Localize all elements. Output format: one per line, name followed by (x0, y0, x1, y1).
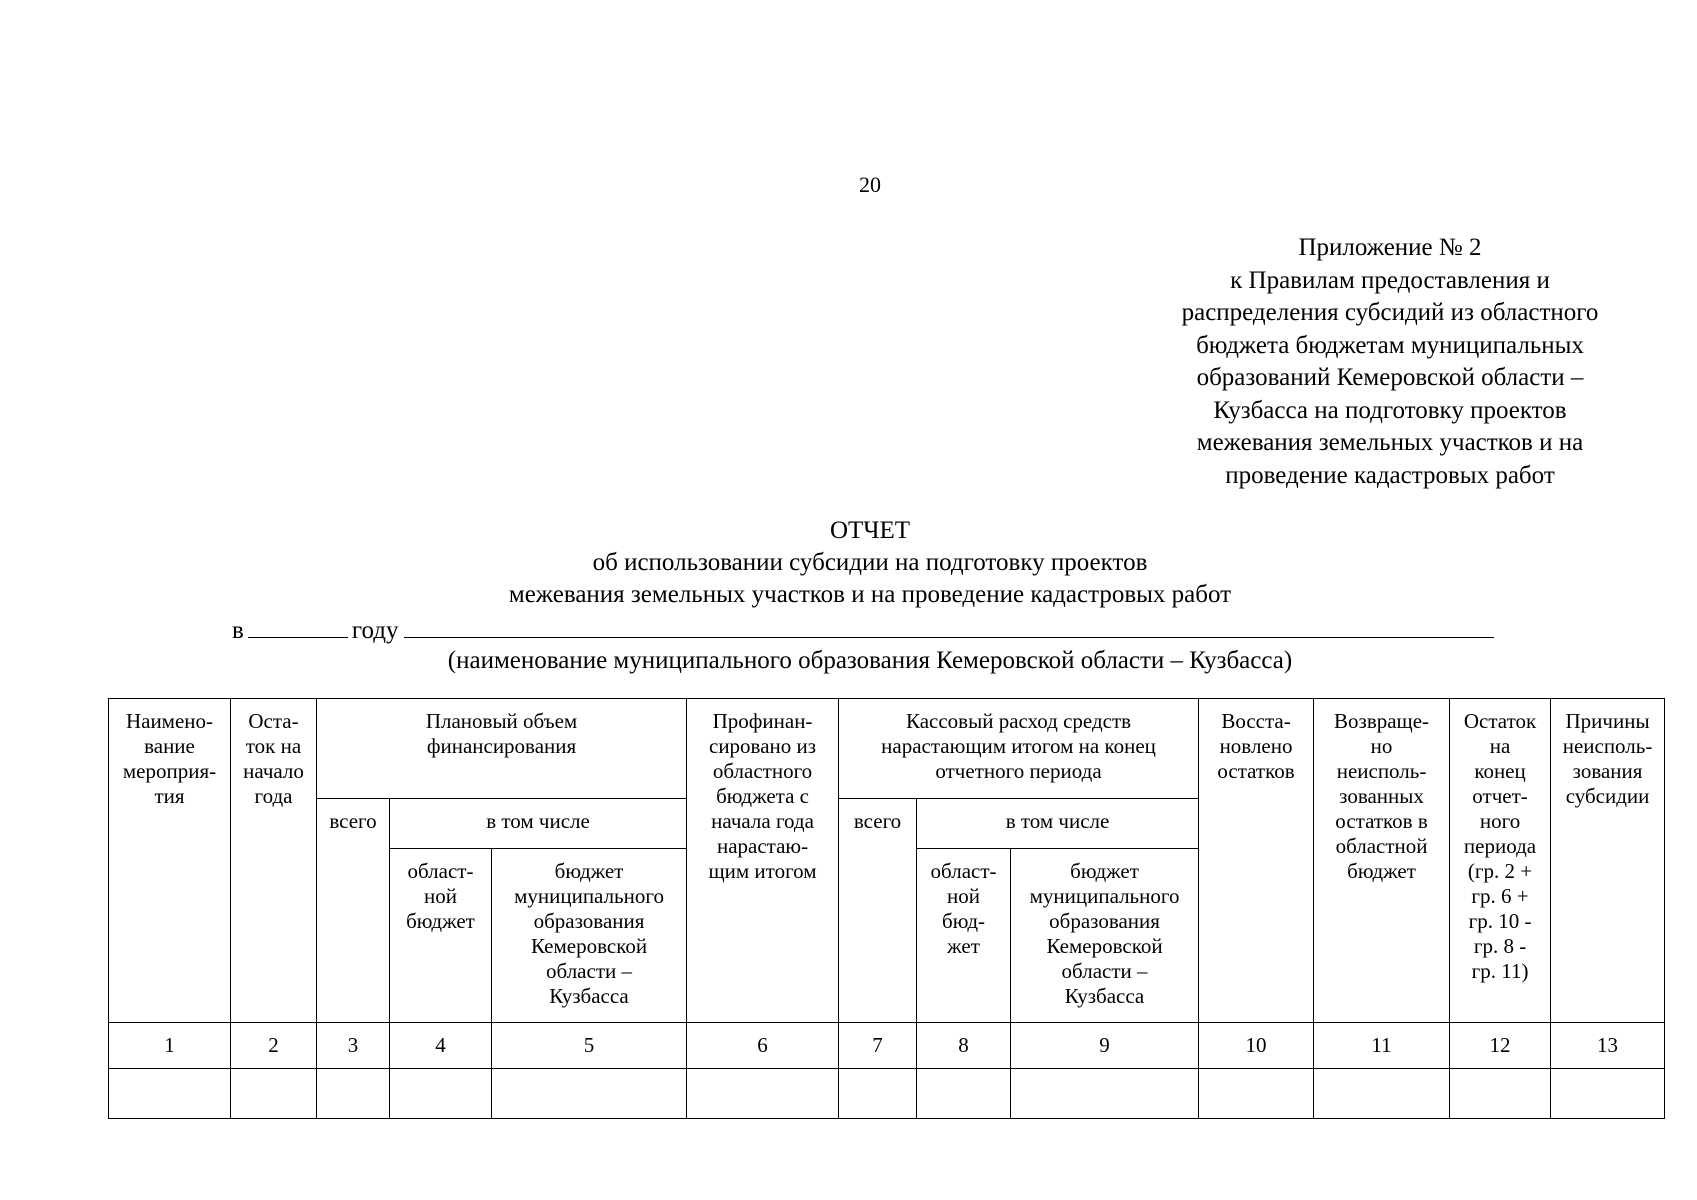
appendix-line: образований Кемеровской области – (1196, 364, 1584, 391)
appendix-block (1100, 232, 1680, 492)
appendix-title: Приложение № 2 (1298, 234, 1482, 261)
header-financed-regional: Профинан- сировано из областного бюджета с начала года нарастаю- щим итогом (687, 699, 839, 1023)
column-number: 3 (317, 1023, 390, 1069)
appendix-line: к Правилам предоставления и (1230, 266, 1550, 294)
header-opening-balance: Оста- ток на начало года (231, 699, 317, 1023)
data-cell[interactable] (492, 1069, 687, 1119)
appendix-line: бюджета бюджетам муниципальных (1196, 331, 1584, 359)
data-cell[interactable] (390, 1069, 492, 1119)
column-number: 12 (1450, 1023, 1551, 1069)
data-cell[interactable] (231, 1069, 317, 1119)
header-returned-balances: Возвраще- но неисполь- зованных остатков в областной бюджет (1314, 699, 1450, 1023)
header-planned-regional: област- ной бюджет (390, 849, 492, 1023)
header-nonuse-reasons: Причины неисполь- зования субсидии (1551, 699, 1665, 1023)
column-number: 1 (109, 1023, 231, 1069)
header-closing-balance: Остаток на конец отчет- ного периода (гр. 2 + гр. 6 + гр. 10 - гр. 8 - гр. 11) (1450, 699, 1551, 1023)
column-number: 13 (1551, 1023, 1665, 1069)
header-cash-municipal: бюджет муниципального образования Кемеровской области – Кузбасса (1011, 849, 1199, 1023)
year-word: году (351, 617, 399, 644)
year-line (232, 613, 1494, 647)
data-cell[interactable] (687, 1069, 839, 1119)
header-restored-balances: Восста- новлено остатков (1199, 699, 1314, 1023)
header-planned-financing: Плановый объем финансирования (317, 699, 687, 799)
data-cell[interactable] (1450, 1069, 1551, 1119)
report-table (108, 698, 1665, 1119)
data-cell[interactable] (839, 1069, 917, 1119)
appendix-line: межевания земельных участков и на (1196, 429, 1584, 456)
appendix-line: Кузбасса на подготовку проектов (1213, 396, 1567, 424)
data-cell[interactable] (1551, 1069, 1665, 1119)
appendix-line: распределения субсидий из областного (1181, 299, 1599, 326)
report-subtitle-line: межевания земельных участков и на проведение кадастровых работ (508, 581, 1232, 608)
year-blank[interactable] (248, 613, 348, 638)
header-cash-expense: Кассовый расход средств нарастающим итогом на конец отчетного периода (839, 699, 1199, 799)
municipality-caption: (наименование муниципального образования Кемеровской области – Кузбасса) (447, 647, 1293, 674)
column-number: 9 (1011, 1023, 1199, 1069)
data-cell[interactable] (1199, 1069, 1314, 1119)
column-number: 8 (917, 1023, 1011, 1069)
page-number: 20 (859, 172, 881, 197)
data-cell[interactable] (1011, 1069, 1199, 1119)
column-number: 10 (1199, 1023, 1314, 1069)
header-activity-name: Наимено- вание мероприя- тия (109, 699, 231, 1023)
report-heading (0, 515, 1697, 611)
column-number: 11 (1314, 1023, 1450, 1069)
data-cell[interactable] (1314, 1069, 1450, 1119)
header-planned-including: в том числе (390, 799, 687, 849)
header-planned-total: всего (317, 799, 390, 1023)
header-cash-regional: област- ной бюд- жет (917, 849, 1011, 1023)
report-title: ОТЧЕТ (829, 517, 911, 544)
municipality-blank[interactable] (404, 613, 1494, 638)
header-cash-including: в том числе (917, 799, 1199, 849)
header-cash-total: всего (839, 799, 917, 1023)
data-cell[interactable] (109, 1069, 231, 1119)
data-cell[interactable] (317, 1069, 390, 1119)
header-planned-municipal: бюджет муниципального образования Кемеровской области – Кузбасса (492, 849, 687, 1023)
appendix-line: проведение кадастровых работ (1225, 461, 1555, 489)
report-subtitle-line: об использовании субсидии на подготовку проектов (592, 549, 1148, 576)
column-number: 7 (839, 1023, 917, 1069)
year-prefix: в (232, 617, 244, 644)
column-number: 2 (231, 1023, 317, 1069)
column-number: 5 (492, 1023, 687, 1069)
column-number: 6 (687, 1023, 839, 1069)
column-number: 4 (390, 1023, 492, 1069)
data-cell[interactable] (917, 1069, 1011, 1119)
